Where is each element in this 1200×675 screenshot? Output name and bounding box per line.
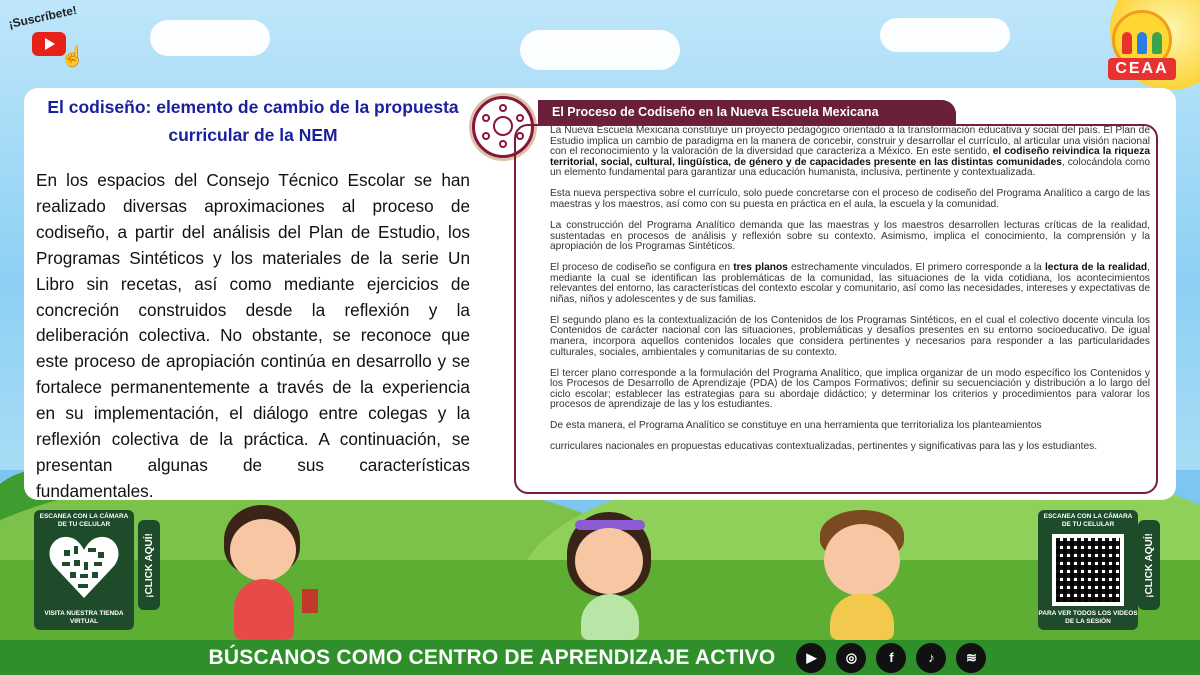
heart-qr-code xyxy=(48,532,120,602)
logo-kids-icon xyxy=(1120,24,1164,54)
intro-text: En los espacios del Consejo Técnico Escolar se han realizado diversas aproximaciones al proceso de codiseño, a partir del análisis del Plan de Estudio, los Programas Sintéticos y los materiales de la serie Un Libro sin recetas, así como mediante ejercicios de concreción construidos desde la reflexión y la deliberación colectiva. No obstante, se reconoce que este proceso de apropiación continúa en desarrollo y se fortalece permanentemente a través de la experiencia en su implementación, el diálogo entre colegas y la reflexión colectiva de la práctica. A continuación, se presentan algunas de sus características fundamentales. xyxy=(36,170,470,501)
click-here-label: ¡CLICK AQUÍ! xyxy=(143,532,155,598)
qr-instruction: ESCANEA CON LA CÁMARA DE TU CELULAR xyxy=(1043,513,1133,528)
cloud xyxy=(880,18,1010,52)
paragraph: De esta manera, el Programa Analítico se constituye en una herramienta que territorializa los planteamientos xyxy=(550,420,1042,432)
paragraph: El tercer plano corresponde a la formulación del Programa Analítico, que implica organizar de un modo específico los Contenidos y los Procesos de Desarrollo de Aprendizaje (PDA) de los Campos Formativos; definir su secuenciación y distribución a lo largo del ciclo escolar; establecer las estrategias para su abordaje didáctico; y determinar los criterios y procedimientos para valorar los procesos de aprendizaje de las y los estudiantes. xyxy=(550,367,1150,411)
click-here-button[interactable] xyxy=(138,520,160,610)
page-title: El codiseño: elemento de cambio de la propuesta curricular de la NEM xyxy=(47,97,459,145)
facebook-icon[interactable]: f xyxy=(876,643,906,673)
youtube-icon[interactable]: ▶ xyxy=(796,643,826,673)
spotify-icon[interactable]: ≋ xyxy=(956,643,986,673)
section-header: El Proceso de Codiseño en la Nueva Escuela Mexicana xyxy=(538,100,956,124)
paragraph: El segundo plano es la contextualización de los Contenidos de los Programas Sintéticos, en el cual el colectivo docente vincula los Contenidos de carácter nacional con las situaciones, problemáticas y desafíos presentes en su entorno socioeducativo. De igual manera, incorpora aquellos contenidos locales que considera pertinentes y necesarios para responder a las particularidades culturales, sociales, ambientales y comunitarias de su contexto. xyxy=(550,314,1150,358)
section-text xyxy=(550,126,1150,463)
subscribe-button[interactable] xyxy=(7,2,88,68)
cloud xyxy=(150,20,270,56)
cloud xyxy=(520,30,680,70)
tiktok-icon[interactable]: ♪ xyxy=(916,643,946,673)
videos-qr-panel[interactable] xyxy=(1038,510,1138,630)
paragraph: La Nueva Escuela Mexicana constituye un proyecto pedagógico orientado a la transformación educativa y social del país. El Plan de Estudio implica un cambio de paradigma en la manera de concebir, construir y desarrollar el currículo, al articular una visión nacional con el reconocimiento y la valoración de la diversidad que caracteriza a México. En este sentido, el codiseño reivindica la riqueza territorial, social, cultural, lingüística, de género y de capacidades presente en las distintas comunidades, colocándola como un elemento fundamental para garantizar una educación humanista, inclusiva, pertinente y contextualizada. xyxy=(550,125,1151,179)
click-here-label: ¡CLICK AQUÍ! xyxy=(1143,532,1155,598)
qr-instruction: ESCANEA CON LA CÁMARA DE TU CELULAR xyxy=(39,513,129,528)
paragraph: Esta nueva perspectiva sobre el currículo, solo puede concretarse con el proceso de codiseño del Programa Analítico a cargo de las maestras y los maestros, así como con su puesta en práctica en el aula, la escuela y la comunidad. xyxy=(550,188,1150,210)
subscribe-label: ¡Suscríbete! xyxy=(7,2,79,32)
qr-caption: VISITA NUESTRA TIENDA VIRTUAL xyxy=(44,610,124,625)
pointer-hand-icon: ☝ xyxy=(60,46,85,68)
qr-caption: PARA VER TODOS LOS VIDEOS DE LA SESIÓN xyxy=(1038,610,1138,625)
logo-name: CEAA xyxy=(1108,58,1176,80)
qr-code xyxy=(1052,534,1124,606)
boy-cheering-illustration xyxy=(790,510,930,640)
footer-bar xyxy=(0,640,1200,675)
footer-text: BÚSCANOS COMO CENTRO DE APRENDIZAJE ACTIVO xyxy=(208,645,776,669)
ceaa-logo xyxy=(1100,10,1184,84)
paragraph: La construcción del Programa Analítico demanda que las maestras y los maestros desarrollen lecturas críticas de la realidad, sustentadas en procesos de análisis y reflexión sobre su contexto. Asimismo, implica el conocimiento, la comprensión y la apropiación de los Programas Sintéticos. xyxy=(550,219,1150,253)
store-qr-panel[interactable] xyxy=(34,510,134,630)
girl-waving-illustration xyxy=(545,512,675,640)
click-here-button[interactable] xyxy=(1138,520,1160,610)
instagram-icon[interactable]: ◎ xyxy=(836,643,866,673)
paragraph: curriculares nacionales en propuestas educativas contextualizadas, pertinentes y significativas para las y los estudiantes. xyxy=(550,441,1098,453)
girl-with-book-illustration xyxy=(210,505,320,640)
paragraph: El proceso de codiseño se configura en tres planos estrechamente vinculados. El primero corresponde a la lectura de la realidad, mediante la cual se identifican las problemáticas de la comunidad, las situaciones de la vida cotidiana, los acontecimientos relevantes del entorno, las características del contexto escolar y comunitario, así como las necesidades, intereses y expectativas de niñas, niños y adolescentes y de sus familias. xyxy=(550,262,1150,305)
